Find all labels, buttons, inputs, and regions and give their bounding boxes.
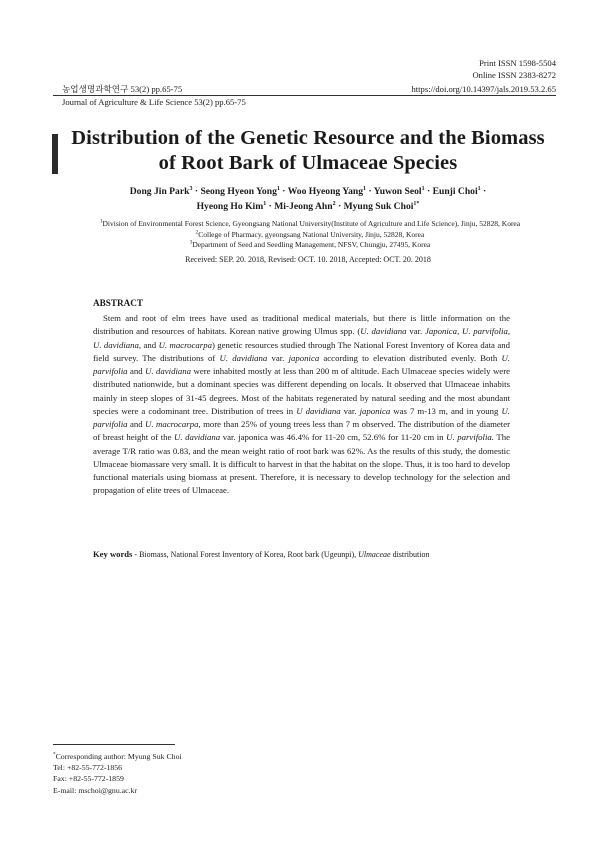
author-line-2: Hyeong Ho Kim$^1$ · Mi-Jeong Ahn$^2$ · Myung Suk Choi$^{1*}$ xyxy=(196,200,420,212)
abstract-species-name: Japonica xyxy=(424,326,458,337)
author-sup: 1* xyxy=(413,200,420,207)
abstract-species-name: U. parvifolia. xyxy=(446,432,494,443)
footnote-tel: Tel: +82-55-772-1856 xyxy=(53,763,123,773)
affiliation-1 xyxy=(60,219,560,230)
affiliation-text: College of Pharmacy, gyeongsang National University, Jinju, 52828, Korea xyxy=(198,229,425,239)
abstract-species-name: U. parvifolia xyxy=(93,405,510,429)
abstract-text: according to elevation distributed evenly. Both xyxy=(319,352,502,363)
abstract-text: were inhabited mostly at less than 200 m of altitude. Each Ulmaceae species widely were distributed nationwide, but a dominant species was different depending on locals. It observed that Ulmaceae inhabits mainly in steep slopes of 31-45 degrees. Most of the habitats regenerated by natural seeding and the most abundant species were a codominant tree. Distribution of trees in xyxy=(93,366,510,416)
keywords-separator: - xyxy=(132,550,140,559)
corresponding-author-text: Corresponding author: Myung Suk Choi xyxy=(55,752,182,761)
affiliation-2 xyxy=(60,230,560,241)
author-sup: 1 xyxy=(276,185,280,192)
author-name: Mi-Jeong Ahn xyxy=(274,201,333,212)
abstract-text: and xyxy=(127,366,146,376)
author-name: Eunji Choi xyxy=(432,186,478,197)
doi-link[interactable]: https://doi.org/10.14397/jals.2019.53.2.65 xyxy=(411,84,556,94)
abstract-heading: ABSTRACT xyxy=(93,298,144,308)
title-line-1: Distribution of the Genetic Resource and the Biomass xyxy=(71,127,545,149)
abstract-species-name: U. davidiana xyxy=(360,326,407,337)
footnote-sup: * xyxy=(53,751,56,758)
affiliation-text: Division of Environmental Forest Science, Gyeongsang National University(Institute of Agriculture and Life Science), Jinju, 52828, Korea xyxy=(102,219,521,228)
footnote-email[interactable]: E-mail: mschoi@gnu.ac.kr xyxy=(53,785,138,795)
title-accent-bar xyxy=(52,134,58,174)
author-line-1: Dong Jin Park$^3$ · Seong Hyeon Yong$^1$ · Woo Hyeong Yang$^1$ · Yuwon Seol$^1$ · Eunji Choi$^1$ · xyxy=(129,185,487,197)
author-name: Dong Jin Park xyxy=(129,186,190,197)
affiliation-3 xyxy=(60,240,560,251)
abstract-species-name: U. davidiana xyxy=(219,352,268,363)
author-name: Hyeong Ho Kim xyxy=(196,201,264,212)
author-sup: 1 xyxy=(477,185,481,192)
paper-title xyxy=(60,126,556,176)
received-dates: Received: SEP. 20. 2018, Revised: OCT. 10. 2018, Accepted: OCT. 20. 2018 xyxy=(185,255,431,264)
affiliation-sup: 2 xyxy=(195,229,199,235)
affiliations xyxy=(60,219,560,251)
title-line-2: of Root Bark of Ulmaceae Species xyxy=(158,152,458,174)
footnote xyxy=(53,751,182,796)
keywords-label: Key words xyxy=(93,549,133,559)
abstract-text: var. xyxy=(267,352,289,363)
abstract-text: was 7 m-13 m, and in young xyxy=(390,405,502,416)
abstract-text: , more than 25% of young trees less than 7 m observed. The distribution of the diameter of breast height of the xyxy=(93,419,510,443)
affiliation-sup: 1 xyxy=(99,218,103,225)
author-list xyxy=(60,184,556,214)
author-name: Woo Hyeong Yang xyxy=(287,186,364,197)
keywords xyxy=(93,549,513,560)
author-sup: 1 xyxy=(263,200,267,207)
keywords-tail: distribution xyxy=(390,550,430,559)
abstract-species-name: japonica xyxy=(288,352,320,363)
author-name: Myung Suk Choi xyxy=(343,201,414,212)
abstract-species-name: U. parvifolia xyxy=(93,352,510,376)
abstract-text: , and xyxy=(138,339,159,350)
abstract-species-name: U. davidiana xyxy=(93,339,139,350)
author-sup: 1 xyxy=(363,185,367,192)
abstract-species-name: U. macrocarpa xyxy=(158,339,212,350)
abstract-text: var. japonica was 46.4% for 11-20 cm, 52.6% for 11-20 cm in xyxy=(220,432,447,443)
abstract-text: ) genetic resources studied through The National Forest Inventory of Korea data and field survey. The distributions of xyxy=(93,339,510,363)
abstract-species-name: U. davidiana xyxy=(174,432,221,443)
keywords-text: Biomass, National Forest Inventory of Korea, Root bark (Ugeunpi), xyxy=(139,550,359,559)
journal-english: Journal of Agriculture & Life Science 53(2) pp.65-75 xyxy=(62,97,246,107)
corresponding-author xyxy=(53,751,182,762)
print-issn: Print ISSN 1598-5504 xyxy=(479,58,556,68)
affiliation-sup: 3 xyxy=(189,239,193,246)
footnote-rule xyxy=(53,744,175,745)
abstract-text: The average T/R ratio was 0.83, and the mean weight ratio of root bark was 62%. As the results of this study, the domestic Ulmaceae biomassare very small. It is difficult to harvest in that the habitat on the slope. Thus, it is too hard to develop functional materials using biomass at present. Therefore, it is necessary to develop technology for the selection and propagation of elite trees of Ulmaceae. xyxy=(93,432,510,496)
author-sup: 2 xyxy=(332,200,336,207)
author-sup: 1 xyxy=(421,185,425,192)
abstract-text: and xyxy=(127,419,146,429)
header-rule xyxy=(53,95,556,96)
abstract-species-name: U. parvifolia xyxy=(462,326,508,337)
abstract-text: var. xyxy=(406,326,425,337)
author-name: Seong Hyeon Yong xyxy=(200,186,277,197)
online-issn: Online ISSN 2383-8272 xyxy=(472,70,556,80)
affiliation-text: Department of Seed and Seedling Management, NFSV, Chungju, 27495, Korea xyxy=(192,240,431,249)
abstract-species-name: U davidiana xyxy=(296,405,341,416)
abstract-species-name: japonica xyxy=(359,405,391,416)
keywords-italic: Ulmaceae xyxy=(358,550,391,559)
abstract-text: Stem and root of elm trees have used as traditional medical materials, but there is little information on the distribution and resources of habitats. Korean native growing Ulmus spp. ( xyxy=(93,313,510,337)
abstract-text: , xyxy=(457,326,463,337)
author-name: Yuwon Seol xyxy=(373,186,422,197)
abstract-text: , xyxy=(507,326,511,337)
footnote-fax: Fax: +82-55-772-1859 xyxy=(53,774,124,784)
abstract-species-name: U. macrocarpa xyxy=(145,419,199,429)
abstract-species-name: U. davidiana xyxy=(145,366,192,376)
abstract-text: var. xyxy=(340,405,360,416)
journal-korean: 농업생명과학연구 53(2) pp.65-75 xyxy=(62,84,183,94)
author-sup: 3 xyxy=(189,185,193,192)
abstract-body xyxy=(93,312,510,498)
